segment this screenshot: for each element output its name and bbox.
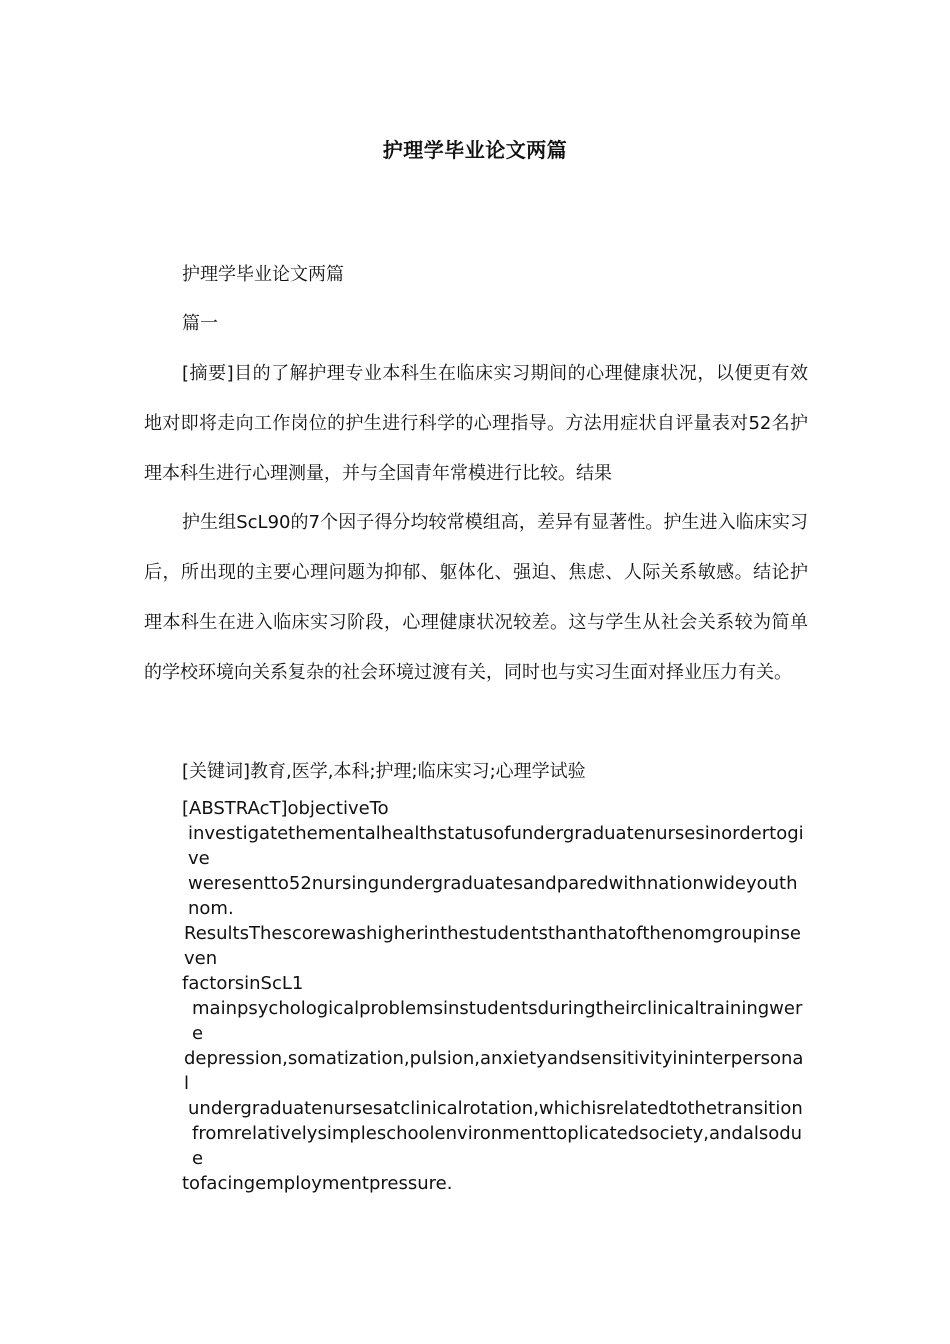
abstract-cn-paragraph-1: [摘要]目的了解护理专业本科生在临床实习期间的心理健康状况，以便更有效地对即将走向工作岗位的护生进行科学的心理指导。方法用症状自评量表对52名护理本科生进行心理测量，并与全国青年常模进行比较。结果	[144, 363, 808, 484]
section-label: 篇一	[182, 313, 218, 334]
keywords-line: [关键词]教育,医学,本科;护理;临床实习;心理学试验	[182, 761, 586, 782]
abstract-en-line: depression,somatization,pulsion,anxietyandsensitivityininterpersonal	[184, 1048, 804, 1094]
abstract-en-line: factorsinScL1	[182, 973, 304, 994]
abstract-en-line: undergraduatenursesatclinicalrotation,whichisrelatedtothetransition	[188, 1098, 803, 1119]
abstract-en-line: tofacingemploymentpressure.	[182, 1173, 453, 1194]
abstract-en-line: ResultsThescorewashigherinthestudentsthanthatofthenomgroupinseven	[184, 923, 801, 969]
abstract-en-line: [ABSTRAcT]objectiveTo	[182, 798, 389, 819]
abstract-en-line: fromrelativelysimpleschoolenvironmenttoplicatedsociety,andalsodue	[192, 1123, 803, 1169]
abstract-cn-paragraph-2: 护生组ScL90的7个因子得分均较常模组高，差异有显著性。护生进入临床实习后，所出现的主要心理问题为抑郁、躯体化、强迫、焦虑、人际关系敏感。结论护理本科生在进入临床实习阶段，心理健康状况较差。这与学生从社会关系较为简单的学校环境向关系复杂的社会环境过渡有关，同时也与实习生面对择业压力有关。	[144, 512, 808, 683]
paper-heading: 护理学毕业论文两篇	[182, 264, 344, 285]
abstract-en-line: weresentto52nursingundergraduatesandparedwithnationwideyouthnom.	[188, 873, 798, 919]
abstract-en	[144, 796, 808, 1196]
abstract-en-line: mainpsychologicalproblemsinstudentsduringtheirclinicaltrainingwere	[192, 998, 803, 1044]
abstract-en-line: investigatethementalhealthstatusofundergraduatenursesinordertogive	[188, 823, 804, 869]
document-title: 护理学毕业论文两篇	[382, 138, 568, 162]
